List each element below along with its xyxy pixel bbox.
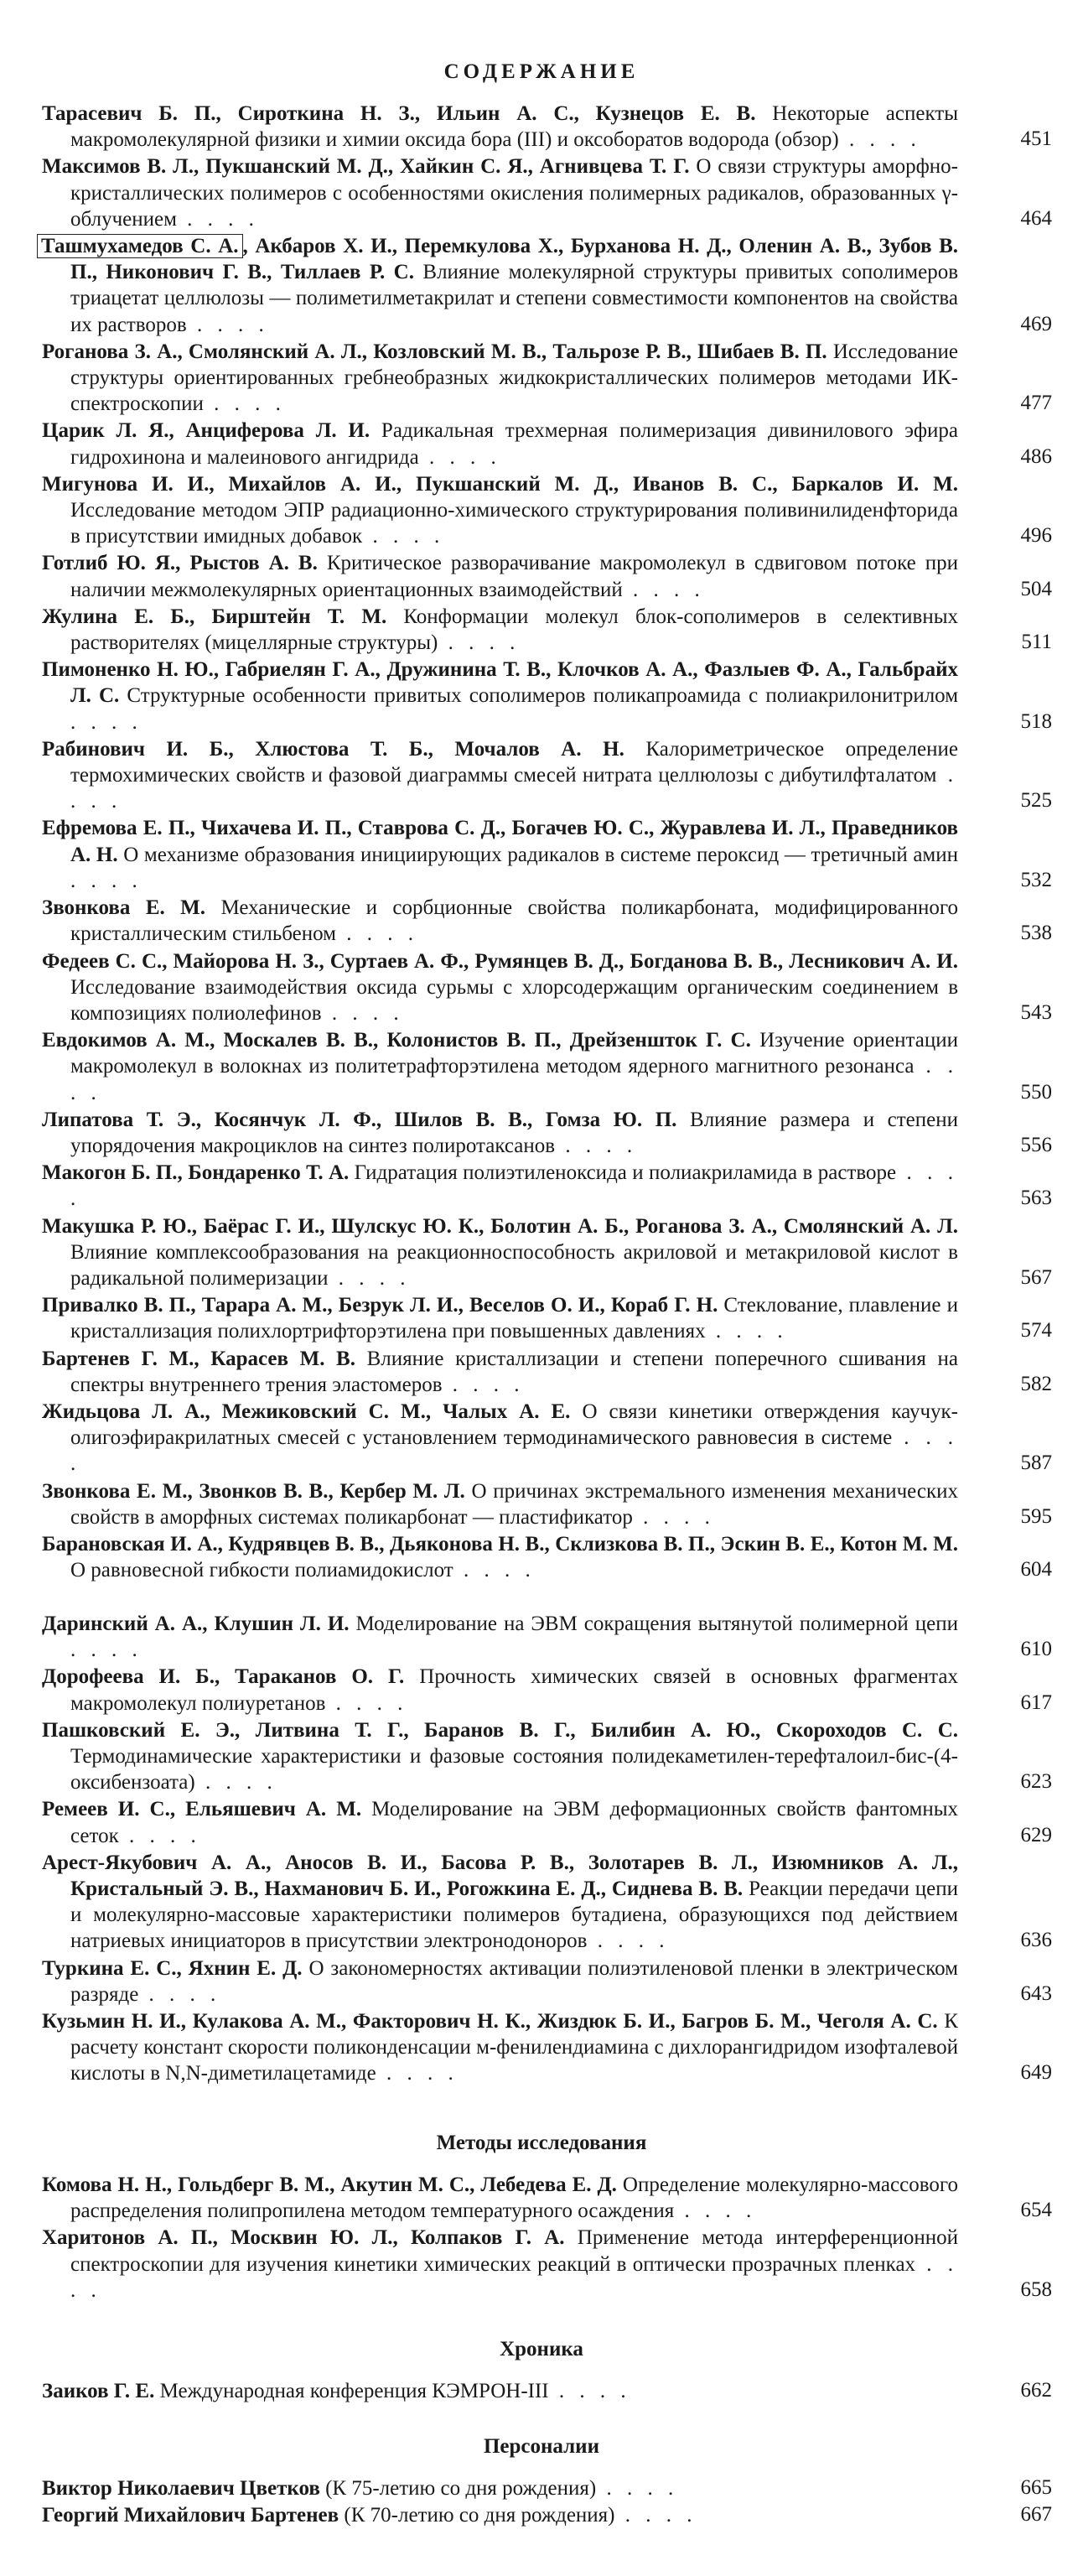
toc-entry-page-number: 518	[1020, 709, 1052, 733]
toc-entry-authors: Пашковский Е. Э., Литвина Т. Г., Баранов В. Г., Билибин А. Ю., Скороходов С. С.	[42, 1718, 958, 1742]
toc-entry-page-number: 477	[1020, 392, 1052, 415]
toc-entry-page-number: 464	[1020, 206, 1052, 230]
toc-entry	[42, 2008, 1052, 2087]
toc-entry-page-number: 574	[1020, 1319, 1052, 1343]
toc-entry	[42, 604, 1052, 656]
toc-leader-dots: . . . .	[176, 207, 259, 231]
toc-entry-authors: Макогон Б. П., Бондаренко Т. А.	[42, 1161, 350, 1185]
toc-leader-dots: . . . .	[438, 631, 521, 655]
toc-leader-dots: . . . .	[362, 525, 445, 548]
contents-group-chronicle	[42, 2378, 1052, 2405]
toc-entry	[42, 1611, 1052, 1663]
toc-entry-authors: Ефремова Е. П., Чихачева И. П., Ставрова С. Д., Богачев Ю. С., Журавлева И. Л., Праведников А. Н.	[42, 817, 958, 866]
toc-entry	[42, 339, 1052, 418]
toc-entry-title: О связи кинетики отверждения каучук-олигоэфиракрилатных смесей с установлением термодинамического равновесия в системе	[70, 1400, 959, 1450]
toc-leader-dots: . . . .	[138, 1982, 221, 2006]
toc-entry-authors: Даринский А. А., Клушин Л. И.	[42, 1613, 350, 1635]
toc-entry-title: Исследование взаимодействия оксида сурьмы с хлорсодержащим органическим соединением в композициях полиолефинов	[70, 975, 958, 1025]
toc-leader-dots: . . . .	[548, 2380, 631, 2402]
toc-entry	[42, 1160, 1052, 1212]
toc-entry-authors: Липатова Т. Э., Косянчук Л. Ф., Шилов В. В., Гомза Ю. П.	[42, 1108, 677, 1131]
toc-entry-page-number: 563	[1020, 1187, 1052, 1210]
toc-entry	[42, 1478, 1052, 1530]
toc-entry-page-number: 538	[1020, 922, 1052, 945]
toc-entry-page-number: 525	[1020, 789, 1052, 813]
toc-entry-page-number: 496	[1020, 524, 1052, 548]
toc-entry-authors: Харитонов А. П., Москвин Ю. Л., Колпаков Г. А.	[42, 2226, 565, 2250]
toc-entry-authors: , Акбаров Х. И., Перемкулова Х., Бурханова Н. Д., Оленин А. В., Зубов В. П., Никонович Г. В., Тиллаев Р. С.	[70, 235, 958, 284]
toc-entry-authors: Мигунова И. И., Михайлов А. И., Пукшанский М. Д., Иванов В. С., Баркалов И. М.	[42, 472, 958, 496]
toc-entry-authors: Арест-Якубович А. А., Аносов В. И., Басова Р. В., Золотарев В. Л., Изюмников А. Л., Кристальный Э. В., Нахманович Б. И., Рогожкина Е. Д., Сиднева В. В.	[42, 1851, 958, 1901]
toc-entry-page-number: 667	[1020, 2503, 1052, 2527]
toc-entry-title: Влияние кристаллизации и степени поперечного сшивания на спектры внутреннего трения эластомеров	[70, 1347, 958, 1396]
toc-entry-title: Конформации молекул блок-сополимеров в селективных растворителях (мицеллярные структуры)	[70, 605, 959, 655]
toc-leader-dots: . . . .	[321, 1001, 404, 1025]
toc-entry	[42, 1107, 1052, 1159]
toc-leader-dots: . . . .	[70, 1639, 142, 1662]
toc-entry-page-number: 623	[1020, 1770, 1052, 1794]
contents-group-articles	[42, 101, 1052, 1584]
section-heading-methods: Методы исследования	[436, 2132, 647, 2154]
toc-entry-title: Определение молекулярно-массового распределения полипропилена методом температурного осаждения	[70, 2174, 958, 2223]
toc-entry-title: О связи структуры аморфно-кристаллических полимеров с особенностями окисления полимерных радикалов, образованных γ-облучением	[70, 155, 958, 231]
toc-entry-title: О механизме образования инициирующих радикалов в системе пероксид — третичный амин	[123, 843, 958, 866]
toc-entry-title: Критическое разворачивание макромолекул в сдвиговом потоке при наличии межмолекулярных ориентационных взаимодействий	[70, 552, 958, 601]
toc-leader-dots: . . . .	[705, 1320, 788, 1343]
toc-entry-authors: Жидьцова Л. А., Межиковский С. М., Чалых А. Е.	[42, 1400, 571, 1423]
toc-entry-title: Некоторые аспекты макромолекулярной физики и химии оксида бора (III) и оксоборатов водорода (обзор)	[70, 102, 958, 152]
toc-entry-authors: Кузьмин Н. И., Кулакова А. М., Факторович Н. К., Жиздюк Б. И., Багров Б. М., Чеголя А. С.	[42, 2010, 938, 2033]
toc-entry-title: О равновесной гибкости полиамидокислот	[70, 1559, 453, 1582]
toc-entry	[42, 2378, 1052, 2404]
toc-entry-title: Исследование методом ЭПР радиационно-химического структурирования поливинилиденфторида в присутствии имидных добавок	[70, 499, 958, 548]
toc-entry-title: Стеклование, плавление и кристаллизация полихлортрифторэтилена при повышенных давлениях	[70, 1294, 958, 1343]
toc-leader-dots: . . . .	[70, 869, 142, 892]
toc-entry	[42, 2475, 1052, 2501]
toc-leader-dots: . . . .	[118, 1824, 201, 1847]
toc-entry	[42, 736, 1052, 815]
contents-group-methods	[42, 2172, 1052, 2304]
toc-entry-page-number: 654	[1020, 2199, 1052, 2222]
toc-entry-page-number: 604	[1020, 1558, 1052, 1581]
toc-entry-page-number: 543	[1020, 1000, 1052, 1024]
toc-entry-authors: Барановская И. А., Кудрявцев В. В., Дьяконова Н. В., Склизкова В. П., Эскин В. Е., Котон М. М.	[42, 1532, 958, 1555]
toc-entry-page-number: 550	[1020, 1080, 1052, 1104]
contents-group-personalia	[42, 2475, 1052, 2529]
toc-leader-dots: . . . .	[453, 1559, 536, 1582]
toc-entry-authors-boxed: Ташмухамедов С. А.	[37, 234, 243, 258]
toc-leader-dots: . . . .	[838, 128, 921, 152]
toc-leader-dots: . . . .	[335, 922, 418, 946]
toc-entry	[42, 2225, 1052, 2303]
toc-entry-page-number: 451	[1020, 127, 1052, 151]
toc-leader-dots: . . . .	[325, 1691, 408, 1715]
toc-entry	[42, 471, 1052, 550]
toc-entry-authors: Рабинович И. Б., Хлюстова Т. Б., Мочалов А. Н.	[42, 737, 624, 761]
toc-entry-title: Прочность химических связей в основных фрагментах макромолекул полиуретанов	[70, 1665, 958, 1715]
toc-entry-page-number: 636	[1020, 1929, 1052, 1952]
toc-entry	[42, 1399, 1052, 1478]
toc-entry	[42, 1796, 1052, 1848]
toc-leader-dots: . . . .	[596, 2477, 679, 2500]
toc-entry-title: Термодинамические характеристики и фазовые состояния полидекаметилен-терефталоил-бис-(4-оксибензоата)	[70, 1745, 958, 1794]
toc-entry-authors: Комова Н. Н., Гольдберг В. М., Акутин М. С., Лебедева Е. Д.	[42, 2174, 617, 2196]
toc-entry-title: Радикальная трехмерная полимеризация дивинилового эфира гидрохинона и малеинового ангидрида	[70, 419, 959, 469]
toc-entry-page-number: 486	[1020, 444, 1052, 468]
toc-leader-dots: . . . .	[632, 1505, 715, 1529]
toc-entry-authors: Жулина Е. Б., Бирштейн Т. М.	[42, 605, 387, 628]
toc-entry-page-number: 617	[1020, 1690, 1052, 1714]
toc-entry-page-number: 567	[1020, 1265, 1052, 1289]
toc-leader-dots: . . . .	[186, 313, 269, 336]
toc-leader-dots: . . . .	[555, 1134, 638, 1157]
toc-entry	[42, 2502, 1052, 2528]
toc-entry-authors: Готлиб Ю. Я., Рыстов А. В.	[42, 552, 318, 575]
toc-entry	[42, 657, 1052, 735]
toc-entry-authors: Дорофеева И. Б., Тараканов О. Г.	[42, 1665, 405, 1689]
toc-entry-authors: Пимоненко Н. Ю., Габриелян Г. А., Дружинина Т. В., Клочков А. А., Фазлыев Ф. А., Гальбрайх Л. С.	[42, 658, 958, 708]
toc-entry	[42, 1717, 1052, 1796]
toc-entry-authors: Звонкова Е. М., Звонков В. В., Кербер М. Л.	[42, 1479, 465, 1503]
toc-leader-dots: . . . .	[442, 1373, 525, 1396]
toc-leader-dots: . . . .	[614, 2504, 697, 2527]
toc-entry-title: Реакции передачи цепи и молекулярно-массовые характеристики полимеров бутадиена, образующихся под действием натриевых инициаторов в присутствии электронодоноров	[70, 1877, 958, 1953]
toc-leader-dots: . . . .	[622, 578, 705, 601]
toc-entry	[42, 233, 1052, 338]
page-title: СОДЕРЖАНИЕ	[443, 60, 640, 83]
toc-entry-authors: Туркина Е. С., Яхнин Е. Д.	[42, 1956, 303, 1980]
toc-leader-dots: . . . .	[70, 1426, 958, 1476]
toc-entry-authors: Звонкова Е. М.	[42, 896, 206, 920]
toc-entry-authors: Царик Л. Я., Анциферова Л. И.	[42, 419, 370, 443]
toc-entry	[42, 2172, 1052, 2224]
toc-entry-title: Механические и сорбционные свойства поликарбоната, модифицированного кристаллическим стильбеном	[70, 896, 959, 946]
toc-entry-authors: Евдокимов А. М., Москалев В. В., Колонистов В. П., Дрейзеншток Г. С.	[42, 1029, 751, 1052]
toc-leader-dots: . . . .	[418, 445, 501, 469]
toc-entry	[42, 1027, 1052, 1106]
toc-leader-dots: . . . .	[70, 1055, 958, 1104]
toc-entry-title: К расчету констант скорости поликонденсации м-фенилендиамина с дихлорангидридом изофталевой кислоты в N,N-диметилацетамиде	[70, 2010, 958, 2085]
toc-entry-page-number: 649	[1020, 2061, 1052, 2085]
toc-entry	[42, 1955, 1052, 2007]
toc-leader-dots: . . . .	[674, 2199, 757, 2223]
section-heading-personalia: Персоналии	[483, 2435, 599, 2458]
toc-entry	[42, 153, 1052, 232]
toc-leader-dots: . . . .	[70, 1161, 958, 1211]
toc-leader-dots: . . . .	[70, 2252, 959, 2302]
toc-entry-page-number: 511	[1021, 631, 1052, 654]
toc-entry-page-number: 532	[1020, 868, 1052, 891]
toc-entry-page-number: 556	[1020, 1133, 1052, 1156]
toc-entry-authors: Макушка Р. Ю., Баёрас Г. И., Шулскус Ю. К., Болотин А. Б., Роганова З. А., Смолянский А. Л.	[42, 1214, 958, 1238]
toc-entry-title: Калориметрическое определение термохимических свойств и фазовой диаграммы смесей нитрата целлюлозы с дибутилфталатом	[70, 737, 958, 787]
toc-entry-title: Применение метода интерференционной спектроскопии для изучения кинетики химических реакций в оптически прозрачных пленках	[70, 2226, 958, 2276]
toc-entry	[42, 1346, 1052, 1398]
toc-entry	[42, 948, 1052, 1027]
toc-entry-title: Влияние молекулярной структуры привитых сополимеров триацетат целлюлозы — полиметилметакрилат и степени совместимости компонентов на свойства их растворов	[70, 261, 959, 336]
toc-entry-authors: Бартенев Г. М., Карасев М. В.	[42, 1347, 355, 1370]
toc-entry-title: Гидратация полиэтиленоксида и полиакриламида в растворе	[354, 1161, 897, 1185]
toc-entry-page-number: 610	[1020, 1638, 1052, 1661]
toc-entry-authors: Ремеев И. С., Ельяшевич А. М.	[42, 1798, 362, 1821]
toc-leader-dots: . . . .	[70, 710, 142, 734]
toc-entry-authors: Виктор Николаевич Цветков	[42, 2477, 320, 2500]
toc-entry-authors: Георгий Михайлович Бартенев	[42, 2504, 339, 2527]
toc-entry-authors: Привалко В. П., Тарара А. М., Безрук Л. И., Веселов О. И., Кораб Г. Н.	[42, 1294, 718, 1317]
toc-entry	[42, 815, 1052, 894]
toc-entry-title: Исследование структуры ориентированных гребнеобразных жидкокристаллических полимеров методами ИК-спектроскопии	[70, 340, 958, 416]
toc-entry	[42, 1213, 1052, 1292]
contents-group-short-communications	[42, 1611, 1052, 2088]
toc-entry-authors: Заиков Г. Е.	[42, 2380, 155, 2402]
toc-leader-dots: . . . .	[70, 764, 959, 813]
toc-entry-page-number: 665	[1020, 2476, 1052, 2499]
toc-entry-title: (К 75-летию со дня рождения)	[325, 2477, 597, 2500]
toc-entry-authors: Максимов В. Л., Пукшанский М. Д., Хайкин С. Я., Агнивцева Т. Г.	[42, 155, 690, 179]
toc-entry-title: (К 70-летию со дня рождения)	[344, 2504, 615, 2527]
toc-entry-page-number: 658	[1020, 2277, 1052, 2301]
toc-entry-page-number: 595	[1020, 1504, 1052, 1528]
toc-entry-page-number: 643	[1020, 1981, 1052, 2005]
toc-leader-dots: . . . .	[587, 1929, 670, 1953]
toc-entry-title: Влияние размера и степени упорядочения макроциклов на синтез полиротаксанов	[70, 1108, 959, 1157]
toc-entry-page-number: 504	[1020, 577, 1052, 600]
toc-entry-title: Международная конференция КЭМРОН-III	[159, 2380, 549, 2402]
toc-entry	[42, 1292, 1052, 1344]
toc-entry-authors: Тарасевич Б. П., Сироткина Н. З., Ильин А. С., Кузнецов Е. В.	[42, 102, 756, 125]
toc-entry-title: О причинах экстремального изменения механических свойств в аморфных системах поликарбонат — пластификатор	[70, 1479, 958, 1529]
toc-entry	[42, 550, 1052, 602]
toc-entry	[42, 895, 1052, 947]
toc-entry-title: Моделирование на ЭВМ деформационных свойств фантомных сеток	[70, 1798, 958, 1847]
toc-entry	[42, 1531, 1052, 1583]
toc-entry-page-number: 587	[1020, 1452, 1052, 1475]
toc-entry	[42, 1664, 1052, 1716]
toc-entry-page-number: 662	[1020, 2379, 1052, 2402]
toc-leader-dots: . . . .	[194, 1771, 277, 1794]
toc-entry-title: О закономерностях активации полиэтиленовой пленки в электрическом разряде	[70, 1956, 959, 2006]
toc-leader-dots: . . . .	[328, 1266, 411, 1290]
toc-leader-dots: . . . .	[376, 2062, 459, 2085]
toc-entry-title: Моделирование на ЭВМ сокращения вытянутой полимерной цепи	[355, 1613, 958, 1635]
section-heading-chronicle: Хроника	[500, 2338, 583, 2360]
toc-entry-title: Изучение ориентации макромолекул в волокнах из политетрафторэтилена методом ядерного магнитного резонанса	[70, 1029, 958, 1078]
toc-entry-title: Влияние комплексообразования на реакционноспособность акриловой и метакриловой кислот в радикальной полимеризации	[70, 1240, 958, 1290]
toc-entry-title: Структурные особенности привитых сополимеров поликапроамида с полиакрилонитрилом	[127, 684, 959, 708]
toc-entry-page-number: 469	[1020, 312, 1052, 335]
toc-entry-authors: Роганова З. А., Смолянский А. Л., Козловский М. В., Тальрозе Р. В., Шибаев В. П.	[42, 340, 827, 363]
toc-leader-dots: . . . .	[203, 392, 286, 416]
toc-entry	[42, 1850, 1052, 1955]
toc-entry-page-number: 629	[1020, 1823, 1052, 1846]
toc-entry-page-number: 582	[1020, 1372, 1052, 1395]
toc-entry	[42, 418, 1052, 470]
toc-entry-authors: Федеев С. С., Майорова Н. З., Суртаев А. Ф., Румянцев В. Д., Богданова В. В., Лесникович А. И.	[42, 949, 958, 973]
toc-entry	[42, 101, 1052, 153]
